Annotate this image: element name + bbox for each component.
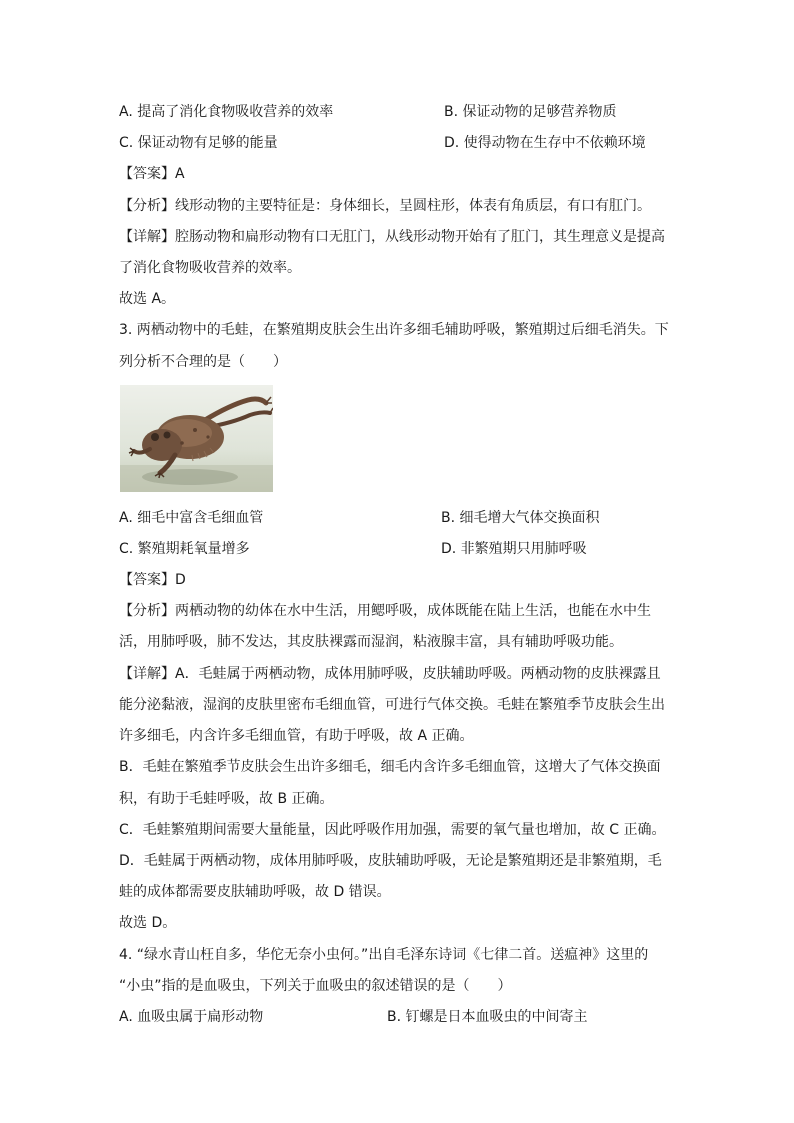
q2-option-a: A. 提高了消化食物吸收营养的效率 — [119, 104, 334, 120]
q3-detail-line: 蛙的成体都需要皮肤辅助呼吸，故 D 错误。 — [119, 884, 391, 900]
q2-option-c: C. 保证动物有足够的能量 — [119, 135, 278, 151]
q2-option-b: B. 保证动物的足够营养物质 — [444, 104, 617, 120]
q3-option-c: C. 繁殖期耗氧量增多 — [119, 541, 250, 557]
q2-analysis: 【分析】线形动物的主要特征是：身体细长，呈圆柱形，体表有角质层，有口有肛门。 — [119, 198, 651, 214]
hairy-frog-image — [120, 385, 273, 492]
q3-choose: 故选 D。 — [119, 915, 177, 931]
q3-detail-line: 许多细毛，内含许多毛细血管，有助于呼吸，故 A 正确。 — [119, 728, 474, 744]
q4-stem-line: 4. “绿水青山枉自多，华佗无奈小虫何。”出自毛泽东诗词《七律二首。送瘟神》这里的 — [119, 947, 649, 963]
q3-stem-line: 3. 两栖动物中的毛蛙，在繁殖期皮肤会生出许多细毛辅助呼吸，繁殖期过后细毛消失。下 — [119, 322, 669, 338]
q3-detail-line: 能分泌黏液，湿润的皮肤里密布毛细血管，可进行气体交换。毛蛙在繁殖季节皮肤会生出 — [119, 697, 665, 713]
q3-option-b: B. 细毛增大气体交换面积 — [441, 510, 600, 526]
q3-analysis-line: 【分析】两栖动物的幼体在水中生活，用鳃呼吸，成体既能在陆上生活，也能在水中生 — [119, 603, 651, 619]
q2-answer: 【答案】A — [119, 166, 185, 182]
frog-photo — [120, 385, 273, 492]
q3-detail-line: C．毛蛙繁殖期间需要大量能量，因此呼吸作用加强，需要的氧气量也增加，故 C 正确。 — [119, 822, 666, 838]
q3-answer: 【答案】D — [119, 572, 186, 588]
q4-option-b: B. 钉螺是日本血吸虫的中间寄主 — [387, 1009, 588, 1025]
q3-detail-line: D．毛蛙属于两栖动物，成体用肺呼吸，皮肤辅助呼吸，无论是繁殖期还是非繁殖期，毛 — [119, 853, 662, 869]
q3-option-d: D. 非繁殖期只用肺呼吸 — [441, 541, 587, 557]
q3-stem-line: 列分析不合理的是（ ） — [119, 354, 287, 370]
q3-detail-line: 【详解】A．毛蛙属于两栖动物，成体用肺呼吸，皮肤辅助呼吸。两栖动物的皮肤裸露且 — [119, 666, 661, 682]
q2-detail-line: 【详解】腔肠动物和扁形动物有口无肛门，从线形动物开始有了肛门，其生理意义是提高 — [119, 229, 665, 245]
q4-stem-line: “小虫”指的是血吸虫，下列关于血吸虫的叙述错误的是（ ） — [119, 978, 512, 994]
q2-detail-line: 了消化食物吸收营养的效率。 — [119, 260, 301, 276]
q3-analysis-line: 活，用肺呼吸，肺不发达，其皮肤裸露而湿润，粘液腺丰富，具有辅助呼吸功能。 — [119, 634, 623, 650]
q2-option-d: D. 使得动物在生存中不依赖环境 — [444, 135, 646, 151]
q3-detail-line: 积，有助于毛蛙呼吸，故 B 正确。 — [119, 791, 334, 807]
q2-choose: 故选 A。 — [119, 291, 176, 307]
q4-option-a: A. 血吸虫属于扁形动物 — [119, 1009, 264, 1025]
q3-option-a: A. 细毛中富含毛细血管 — [119, 510, 264, 526]
q3-detail-line: B．毛蛙在繁殖季节皮肤会生出许多细毛，细毛内含许多毛细血管，这增大了气体交换面 — [119, 759, 661, 775]
